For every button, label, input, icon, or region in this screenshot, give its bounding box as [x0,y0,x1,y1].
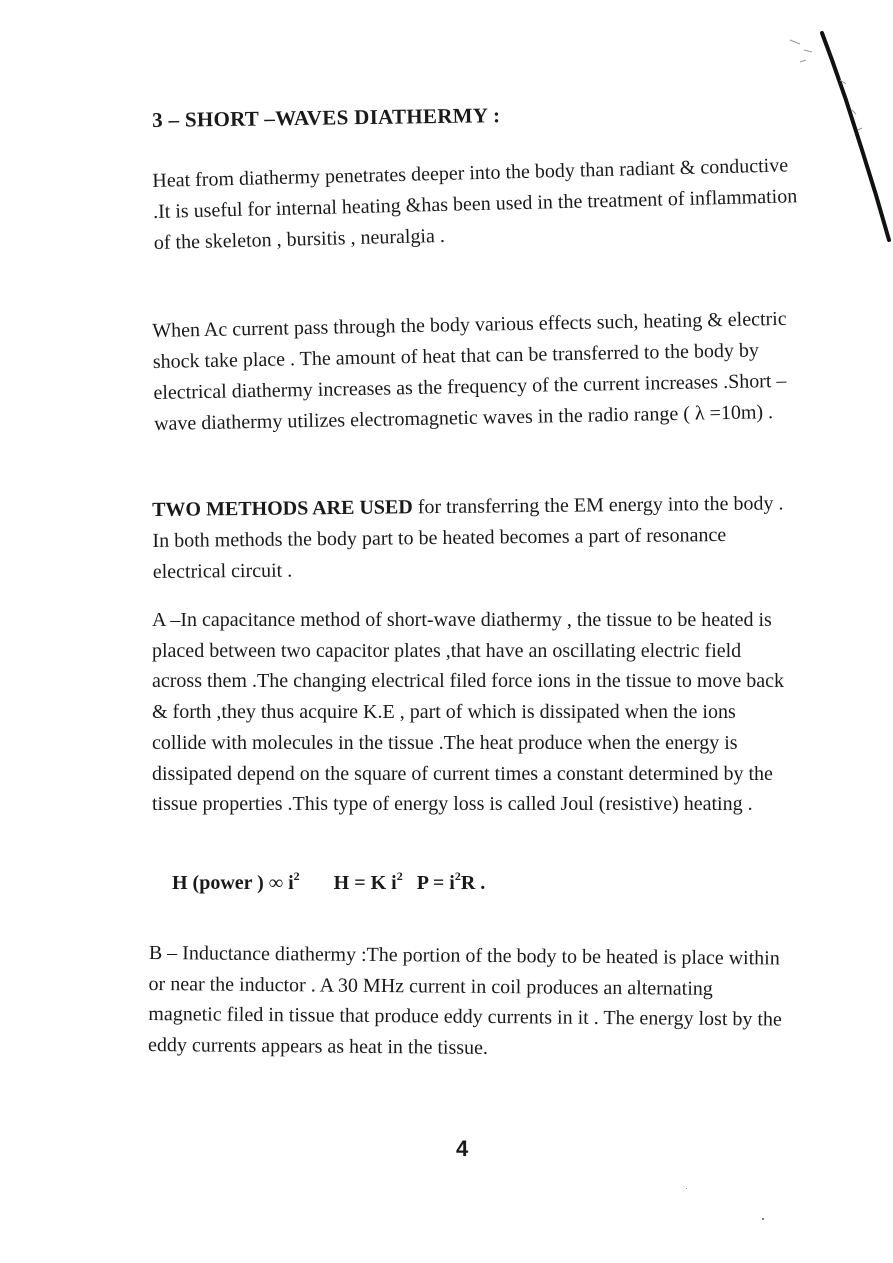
heating-formula [172,869,486,895]
two-methods-text: for transferring the EM energy into the body . In both methods the body part to be heated becomes a part of resonance electrical circuit . [152,492,784,583]
paragraph-inductance-method: B – Inductance diathermy :The portion of the body to be heated is place within or near the inductor . A 30 MHz current in coil produces an alternating magnetic filed in tissue that produce eddy currents in it . The energy lost by the eddy currents appears as heat in the tissue. [147,941,782,1059]
scan-speck [762,1218,764,1220]
paragraph-ac-current: When Ac current pass through the body various effects such, heating & electric shock take place . The amount of heat that can be transferred to the body by electrical diathermy increases as the frequency of the current increases .Short –wave diathermy utilizes electromagnetic waves in the radio range ( λ =10m) . [152,307,787,435]
formula-power-resistance: $P = i^2R$ . [416,869,486,894]
paragraph-diathermy-intro: Heat from diathermy penetrates deeper into the body than radiant & conductive .It is useful for internal heating &has been used in the treatment of inflammation of the skeleton , bursitis , neuralgia . [152,154,798,254]
section-heading: 3 – SHORT –WAVES DIATHERMY : [152,103,501,132]
scan-speck [686,1188,687,1189]
two-methods-emphasis: TWO METHODS ARE USED [152,496,413,521]
formula-power-proportional: H (power ) ∞ $i^2$ [172,869,300,894]
page-number: 4 [456,1136,469,1161]
formula-heat-constant: H = K $i^2$ [333,869,403,894]
paragraph-capacitance-method: A –In capacitance method of short-wave diathermy , the tissue to be heated is placed between two capacitor plates ,that have an oscillating electric field across them .The changing electrical filed force ions in the tissue to move back & forth ,they thus acquire K.E , part of which is dissipated when the ions collide with molecules in the tissue .The heat produce when the energy is dissipated depend on the square of current times a constant determined by the tissue properties .This type of energy loss is called Joul (resistive) heating . [152,609,785,816]
paragraph-two-methods [152,488,803,588]
